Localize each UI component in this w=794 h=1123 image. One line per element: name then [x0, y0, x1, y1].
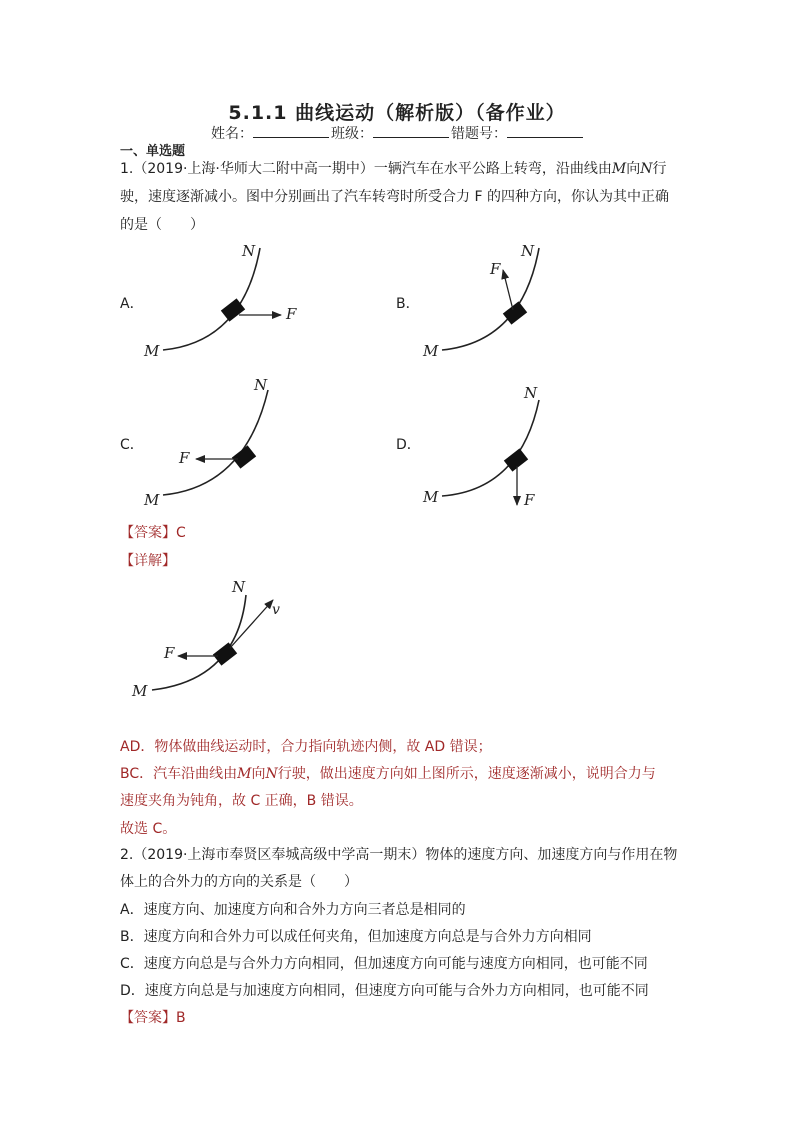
- q1-explanation-line-2: BC．汽车沿曲线由M向N行驶，做出速度方向如上图所示，速度逐渐减小，说明合力与: [120, 766, 656, 782]
- q2-option-b: B．速度方向和合外力可以成任何夹角，但加速度方向总是与合外力方向相同: [120, 929, 592, 945]
- name-label: 姓名：: [211, 126, 253, 142]
- figure-option-d: [422, 384, 539, 509]
- label-n: N: [254, 376, 268, 394]
- label-n: N: [524, 384, 538, 402]
- q1-option-a-label: A．: [120, 296, 144, 312]
- label-f: F: [286, 305, 297, 323]
- q1-explanation-line-3: 速度夹角为钝角，故 C 正确，B 错误。: [120, 793, 363, 809]
- force-arrow: [503, 270, 513, 310]
- q2-answer: 【答案】B: [120, 1010, 186, 1026]
- figure-option-c: [143, 376, 268, 509]
- q1-answer: 【答案】C: [120, 525, 186, 541]
- q1-stem-line-2: 驶，速度逐渐减小。图中分别画出了汽车转弯时所受合力 F 的四种方向，你认为其中正确: [120, 189, 669, 205]
- page-title: 5.1.1 曲线运动（解析版）（备作业）: [228, 102, 566, 124]
- label-m: M: [144, 491, 160, 509]
- velocity-arrow: [230, 600, 273, 648]
- q2-stem-line-2: 体上的合外力的方向的关系是（ ）: [120, 874, 358, 890]
- error-label: 错题号：: [451, 126, 507, 142]
- trajectory-curve: [163, 390, 268, 495]
- q2-option-a: A．速度方向、加速度方向和合外力方向三者总是相同的: [120, 902, 466, 918]
- q1-explanation-line-1: AD．物体做曲线运动时，合力指向轨迹内侧，故 AD 错误；: [120, 739, 492, 755]
- q2-option-d: D．速度方向总是与加速度方向相同，但速度方向可能与合外力方向相同，也可能不同: [120, 983, 649, 999]
- label-m: M: [132, 682, 148, 700]
- figure-explanation: [131, 578, 280, 700]
- section-heading: 一、单选题: [120, 144, 186, 159]
- q1-detail-heading: 【详解】: [120, 553, 176, 569]
- q2-option-c: C．速度方向总是与合外力方向相同，但加速度方向可能与速度方向相同，也可能不同: [120, 956, 648, 972]
- trajectory-curve: [152, 595, 246, 690]
- car-block: [232, 445, 256, 468]
- q1-stem-line-3: 的是（ ）: [120, 217, 204, 233]
- label-n: N: [521, 242, 535, 260]
- trajectory-curve: [163, 248, 260, 350]
- label-f: F: [524, 491, 535, 509]
- label-n: N: [242, 242, 256, 260]
- trajectory-curve: [442, 400, 539, 496]
- label-v: v: [272, 602, 280, 618]
- label-m: M: [423, 342, 439, 360]
- q1-option-d-label: D．: [396, 437, 421, 453]
- q1-stem-line-1: 1.（2019·上海·华师大二附中高一期中）一辆汽车在水平公路上转弯，沿曲线由M向N行: [120, 161, 667, 177]
- label-m: M: [423, 488, 439, 506]
- label-f: F: [179, 449, 190, 467]
- car-block: [504, 448, 528, 471]
- figure-option-b: [422, 242, 539, 360]
- label-n: N: [232, 578, 246, 596]
- q2-stem-line-1: 2.（2019·上海市奉贤区奉城高级中学高一期末）物体的速度方向、加速度方向与作用在物: [120, 847, 678, 863]
- label-m: M: [144, 342, 160, 360]
- class-label: 班级：: [331, 126, 373, 142]
- figure-option-a: [143, 242, 297, 360]
- label-f: F: [164, 644, 175, 662]
- label-f: F: [490, 260, 501, 278]
- q1-option-b-label: B．: [396, 296, 420, 312]
- q1-explanation-line-4: 故选 C。: [120, 821, 177, 837]
- q1-option-c-label: C．: [120, 437, 144, 453]
